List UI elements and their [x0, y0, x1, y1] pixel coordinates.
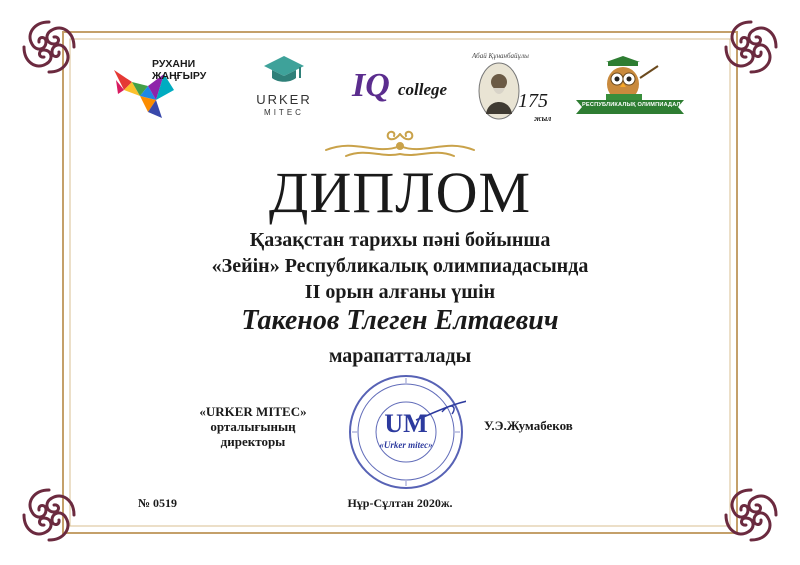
graduation-cap-icon — [262, 54, 306, 84]
rukhani-zhangyru-logo — [112, 52, 222, 124]
organization-signature-block — [178, 404, 328, 449]
corner-ornament-top-right-icon — [716, 12, 786, 82]
olympiad-owl-logo — [574, 56, 689, 122]
urker-sub: MITEC — [264, 108, 304, 117]
official-stamp — [346, 372, 466, 492]
org-line1: «URKER MITEC» — [199, 404, 307, 419]
rukhani-line1: РУХАНИ — [152, 58, 196, 70]
awarded-text: марапатталады — [328, 345, 472, 367]
diploma-number: № 0519 — [138, 496, 178, 510]
corner-ornament-bottom-left-icon — [14, 480, 84, 550]
recipient-name: Такенов Тлеген Елтаевич — [241, 305, 559, 336]
abai-portrait-icon — [478, 62, 520, 120]
iq-college-logo — [352, 68, 462, 112]
abai-years-sub: жыл — [534, 114, 552, 123]
place-date: Нұр-Сұлтан 2020ж. — [347, 496, 453, 510]
corner-ornament-bottom-right-icon — [716, 480, 786, 550]
diploma-line1: Қазақстан тарихы пәні бойынша — [249, 229, 551, 251]
org-line3: директоры — [220, 434, 286, 449]
director-name: У.Э.Жумабеков — [484, 418, 573, 433]
urker-mitec-logo — [248, 52, 320, 122]
corner-ornament-top-left-icon — [14, 12, 84, 82]
gold-flourish-icon — [316, 128, 484, 162]
olympiad-banner-text: РЕСПУБЛИКАЛЫҚ ОЛИМПИАДАЛАР — [582, 102, 689, 108]
iq-mark-icon: IQ — [352, 67, 390, 104]
abai-arc-text: Абай Құнанбайұлы — [472, 52, 529, 60]
abai-175-logo — [470, 52, 560, 132]
diploma-title: ДИПЛОМ — [268, 160, 532, 225]
abai-years: 175 — [518, 90, 548, 112]
stamp-initials: UM — [384, 409, 428, 438]
org-line2: орталығының — [210, 419, 296, 434]
diploma-line3: II орын алғаны үшін — [304, 281, 496, 303]
diploma-line2: «Зейін» Республикалық олимпиадасында — [211, 255, 589, 277]
urker-name: URKER — [256, 92, 312, 107]
rukhani-line2: ЖАҢҒЫРУ — [152, 70, 207, 82]
iq-college-text: college — [398, 80, 448, 99]
stamp-name: «Urker mitec» — [379, 440, 433, 450]
